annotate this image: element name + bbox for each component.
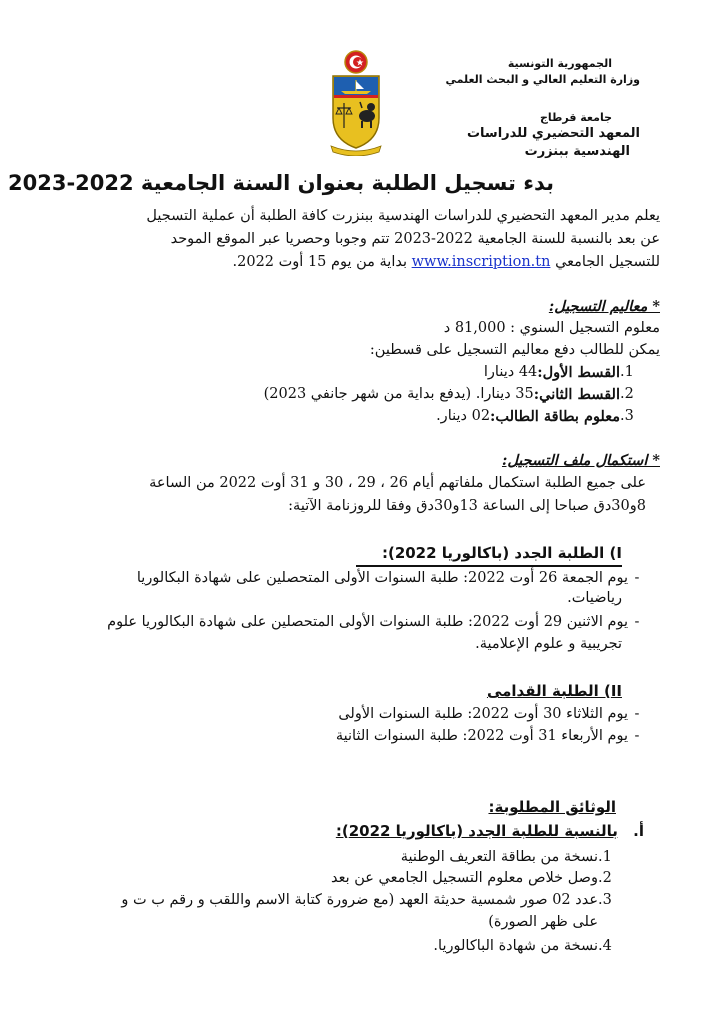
fee-item-number: 1. xyxy=(620,364,634,380)
list-bullet: - xyxy=(634,706,640,722)
new-students-heading-rule xyxy=(356,565,622,567)
list-bullet: - xyxy=(634,728,640,744)
fee-item-text: 44 دينارا xyxy=(483,364,538,380)
fee-item-label: القسط الأول: xyxy=(537,364,620,381)
ministry-label: وزارة التعليم العالي و البحث العلمي xyxy=(445,73,640,86)
fees-heading: * معاليم التسجيل: xyxy=(548,298,660,315)
old-students-item-2 xyxy=(336,726,646,747)
document-item-text: وصل خلاص معلوم التسجيل الجامعي عن بعد xyxy=(330,870,598,886)
page-title: بدء تسجيل الطلبة بعنوان السنة الجامعية 2022-2023 xyxy=(8,171,554,195)
new-students-item-1-line-1: يوم الجمعة 26 أوت 2022: طلبة السنوات الأولى المتحصلين على شهادة البكالوريا xyxy=(136,570,628,586)
fee-item-text: 35 دينارا. (يدفع بداية من شهر جانفي 2023) xyxy=(263,386,534,402)
institute-name-line2: الهندسية ببنزرت xyxy=(524,144,630,159)
intro-line-1: يعلم مدير المعهد التحضيري للدراسات الهندسية ببنزرت كافة الطلبة أن عملية التسجيل xyxy=(146,208,660,224)
institute-name-line1: المعهد التحضيري للدراسات xyxy=(466,126,640,141)
fee-item-1 xyxy=(484,362,646,383)
document-item-number: 3. xyxy=(598,892,612,908)
new-students-item-1-line-2: رياضيات. xyxy=(567,590,622,606)
document-item-number: 2. xyxy=(598,870,612,886)
fee-item-number: 2. xyxy=(620,386,634,402)
inscription-link[interactable]: www.inscription.tn xyxy=(411,254,551,270)
document-item-1 xyxy=(401,847,624,868)
intro-line-3-end: بداية من يوم 15 أوت 2022. xyxy=(232,254,408,270)
old-students-heading: II) الطلبة القدامى xyxy=(486,682,622,700)
old-students-item-1 xyxy=(338,704,646,725)
fee-item-3 xyxy=(436,406,646,427)
document-item-number: 4. xyxy=(598,938,612,954)
document-item-number: 1. xyxy=(598,849,612,865)
document-item-text: عدد 02 صور شمسية حديثة العهد (مع ضرورة كتابة الاسم واللقب و رقم ب ت و xyxy=(121,892,598,908)
tunisia-coat-of-arms-icon xyxy=(327,48,385,156)
document-item-3 xyxy=(121,890,624,911)
fee-item-label: القسط الثاني: xyxy=(533,386,620,403)
old-students-item-2-text: يوم الأربعاء 31 أوت 2022: طلبة السنوات الثانية xyxy=(335,728,628,744)
completion-heading: * استكمال ملف التسجيل: xyxy=(501,452,660,469)
document-item-3-line-2: على ظهر الصورة) xyxy=(488,914,598,930)
new-students-heading: I) الطلبة الجدد (باكالوريا 2022): xyxy=(381,544,622,562)
new-students-item-2-line-2: تجريبية و علوم الإعلامية. xyxy=(475,636,622,652)
new-students-item-2-line-1: يوم الاثنين 29 أوت 2022: طلبة السنوات الأولى المتحصلين على شهادة البكالوريا علوم xyxy=(107,614,628,630)
intro-line-2: عن بعد بالنسبة للسنة الجامعية 2022-2023 تتم وجوبا وحصريا عبر الموقع الموحد xyxy=(170,231,660,247)
republic-label: الجمهورية التونسية xyxy=(507,57,612,70)
fee-item-label: معلوم بطاقة الطالب: xyxy=(490,408,620,425)
documents-sub-heading: بالنسبة للطلبة الجدد (باكالوريا 2022): xyxy=(335,822,618,840)
university-label: جامعة قرطاج xyxy=(539,111,612,124)
old-students-item-1-text: يوم الثلاثاء 30 أوت 2022: طلبة السنوات الأولى xyxy=(338,706,628,722)
fee-item-number: 3. xyxy=(620,408,634,424)
document-item-text: نسخة من شهادة الباكالوريا. xyxy=(433,938,598,954)
fee-item-2 xyxy=(264,384,646,405)
new-students-item-2 xyxy=(107,612,646,633)
documents-sub-letter: أ. xyxy=(633,822,644,840)
list-bullet: - xyxy=(634,570,640,586)
fees-annual: معلوم التسجيل السنوي : 81,000 د xyxy=(443,320,660,336)
fee-item-text: 02 دينار. xyxy=(436,408,491,424)
document-item-4 xyxy=(433,936,624,957)
list-bullet: - xyxy=(634,614,640,630)
new-students-item-1 xyxy=(137,568,646,589)
completion-line-2: 8و30دق صباحا إلى الساعة 13و30دق وفقا للروزنامة الآتية: xyxy=(288,498,646,514)
documents-heading: الوثائق المطلوبة: xyxy=(488,798,616,816)
fees-installments-note: يمكن للطالب دفع معاليم التسجيل على قسطين: xyxy=(369,342,660,358)
documents-sub-heading-row xyxy=(336,820,644,842)
completion-line-1: على جميع الطلبة استكمال ملفاتهم أيام 26 ، 29 ، 30 و 31 أوت 2022 من الساعة xyxy=(149,475,646,491)
document-item-2 xyxy=(331,868,624,889)
intro-line-3-start: للتسجيل الجامعي xyxy=(555,254,660,270)
intro-line-3 xyxy=(233,252,660,273)
document-item-text: نسخة من بطاقة التعريف الوطنية xyxy=(400,849,598,865)
